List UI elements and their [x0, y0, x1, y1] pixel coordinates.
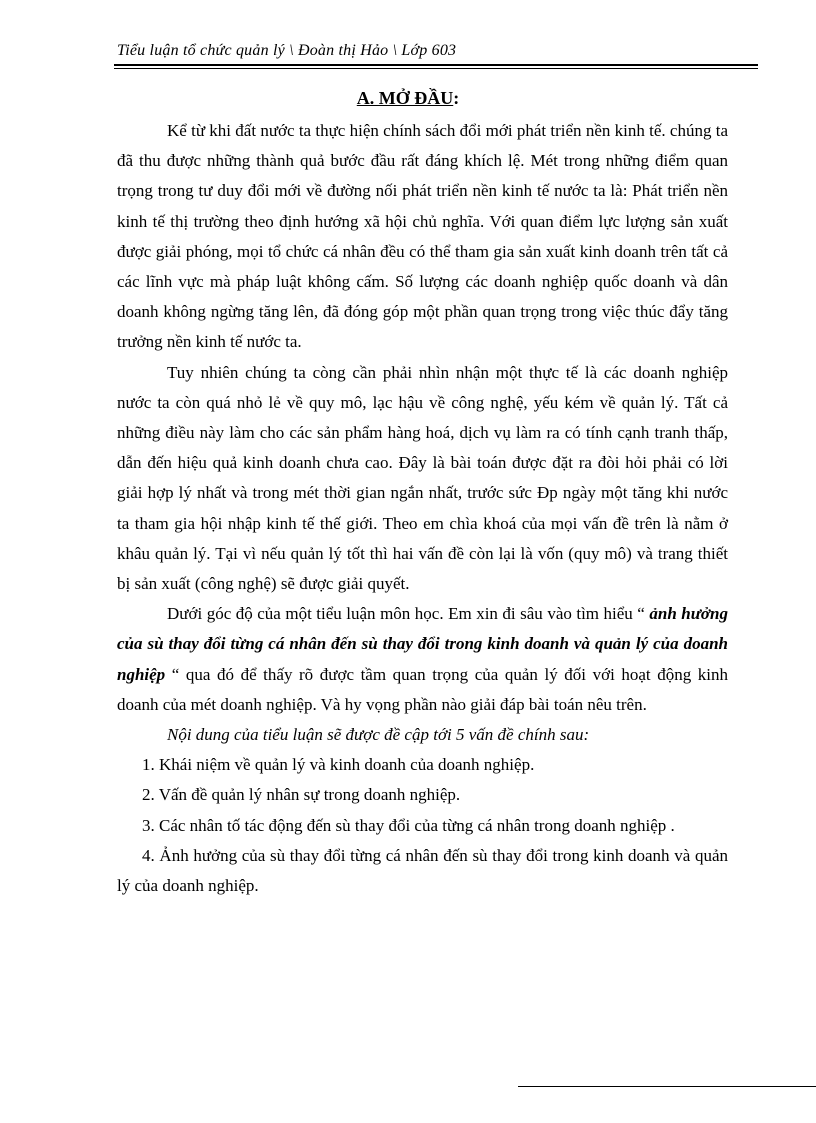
list-item: 2. Vấn đề quản lý nhân sự trong doanh nghiệp. — [142, 785, 461, 805]
document-body — [117, 116, 728, 901]
paragraph-3 — [117, 599, 728, 720]
list-item: 1. Khái niệm về quản lý và kinh doanh của doanh nghiệp. — [142, 755, 535, 775]
paragraph-3-emphasis: ảnh hưởng của sù thay đổi từng cá nhân đến sù thay đổi trong kinh doanh và quản lý của doanh nghiệp — [117, 604, 728, 684]
header-rule — [114, 64, 758, 66]
section-title-text: A. MỞ ĐẦU — [356, 88, 454, 108]
section-title-colon: : — [453, 88, 460, 108]
list-item: 3. Các nhân tố tác động đến sù thay đổi của từng cá nhân trong doanh nghiệp . — [142, 815, 675, 835]
list-intro: Nội dung của tiểu luận sẽ được đề cập tới 5 vấn đề chính sau: — [167, 725, 590, 745]
paragraph-2: Tuy nhiên chúng ta còng cần phải nhìn nhận một thực tế là các doanh nghiệp nước ta còn quá nhỏ lẻ về quy mô, lạc hậu về công nghệ, yếu kém về quản lý. Tất cả những điều này làm cho các sản phẩm hàng hoá, dịch vụ làm ra có tính cạnh tranh thấp, dẫn đến hiệu quả kinh doanh chưa cao. Đây là bài toán được đặt ra đòi hỏi phải có lời giải hợp lý nhất và trong mét thời gian ngắn nhất, trước sức Ðp ngày một tăng khi nước ta tham gia hội nhập kinh tế thế giới. Theo em chìa khoá của mọi vấn đề trên là nằm ở khâu quản lý. Tại vì nếu quản lý tốt thì hai vấn đề còn lại là vốn (quy mô) và trang thiết bị sản xuất (công nghệ) sẽ được giải quyết. — [117, 362, 728, 594]
list-item: 4. Ảnh hưởng của sù thay đổi từng cá nhân đến sù thay đổi trong kinh doanh và quản lý của doanh nghiệp. — [117, 845, 728, 896]
paragraph-3-lead: Dưới góc độ của một tiểu luận môn học. Em xin đi sâu vào tìm hiểu “ — [167, 604, 650, 624]
section-title — [0, 88, 816, 109]
paragraph-1: Kể từ khi đất nước ta thực hiện chính sách đổi mới phát triển nền kinh tế. chúng ta đã thu được những thành quả bước đầu rất đáng khích lệ. Mét trong những điểm quan trọng trong tư duy đổi mới về đường nối phát triển nền kinh tế nước ta là: Phát triển nền kinh tế thị trường theo định hướng xã hội chủ nghĩa. Với quan điểm lực lượng sản xuất được giải phóng, mọi tổ chức cá nhân đều có thể tham gia sản xuất kinh doanh trên tất cả các lĩnh vực mà pháp luật không cấm. Số lượng các doanh nghiệp quốc doanh và dân doanh không ngừng tăng lên, đã đóng góp một phần quan trọng trong việc thúc đẩy tăng trưởng nền kinh tế nước ta. — [117, 121, 728, 352]
header-rule-thin — [114, 68, 758, 69]
paragraph-3-tail: “ qua đó để thấy rõ được tầm quan trọng của quản lý đối với hoạt động kinh doanh của mét doanh nghiệp. Và hy vọng phần nào giải đáp bài toán nêu trên. — [117, 664, 728, 714]
footer-rule — [518, 1086, 816, 1087]
running-header: Tiểu luận tổ chức quản lý \ Đoàn thị Hảo \ Lớp 603 — [117, 42, 457, 59]
